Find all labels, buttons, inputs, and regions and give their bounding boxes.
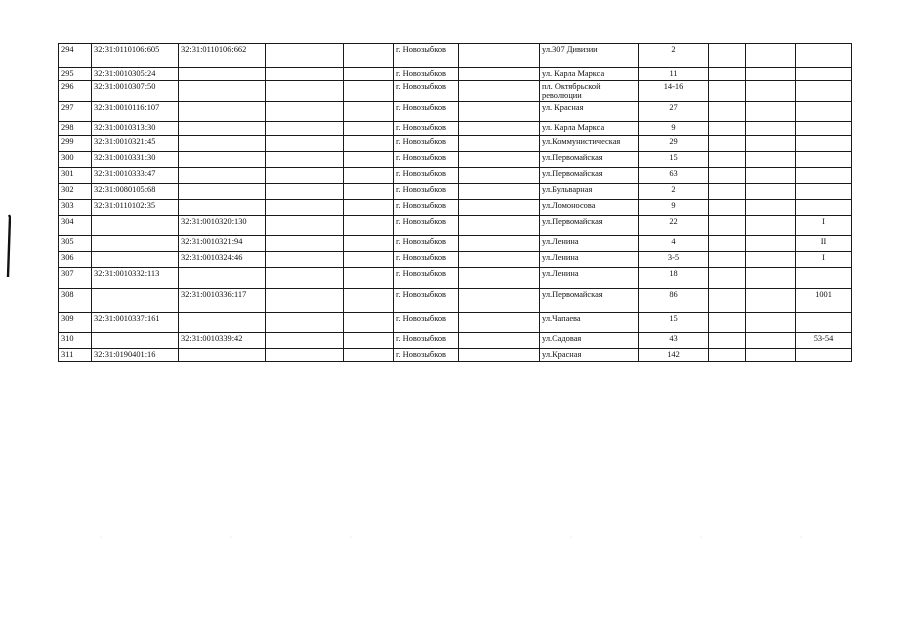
city-cell: г. Новозыбков — [394, 216, 459, 236]
house-number-cell: 27 — [639, 102, 709, 122]
street-cell: ул.Ленина — [540, 268, 639, 289]
empty-cell — [266, 200, 344, 216]
empty-cell — [344, 152, 394, 168]
premises-number-cell: 1001 — [796, 289, 852, 313]
cadastral-number-building: 32:31:0110106:605 — [92, 44, 179, 68]
premises-number-cell: I — [796, 252, 852, 268]
empty-cell — [709, 289, 746, 313]
empty-cell — [344, 216, 394, 236]
city-cell: г. Новозыбков — [394, 200, 459, 216]
empty-cell — [459, 81, 540, 102]
empty-cell — [709, 152, 746, 168]
empty-cell — [746, 333, 796, 349]
house-number-cell: 11 — [639, 68, 709, 81]
empty-cell — [344, 313, 394, 333]
empty-cell — [709, 168, 746, 184]
row-number: 303 — [59, 200, 92, 216]
empty-cell — [266, 289, 344, 313]
empty-cell — [266, 268, 344, 289]
house-number-cell: 2 — [639, 44, 709, 68]
empty-cell — [344, 289, 394, 313]
empty-cell — [266, 168, 344, 184]
empty-cell — [459, 122, 540, 136]
row-number: 294 — [59, 44, 92, 68]
house-number-cell: 43 — [639, 333, 709, 349]
row-number: 307 — [59, 268, 92, 289]
cadastral-number-premises — [179, 152, 266, 168]
city-cell: г. Новозыбков — [394, 102, 459, 122]
street-cell: ул.Первомайская — [540, 289, 639, 313]
empty-cell — [344, 268, 394, 289]
table-row — [59, 136, 852, 152]
city-cell: г. Новозыбков — [394, 268, 459, 289]
street-cell: ул.Красная — [540, 349, 639, 362]
empty-cell — [344, 122, 394, 136]
empty-cell — [266, 184, 344, 200]
table-row — [59, 44, 852, 68]
street-cell: ул.Первомайская — [540, 152, 639, 168]
empty-cell — [746, 122, 796, 136]
street-cell: ул.Чапаева — [540, 313, 639, 333]
empty-cell — [459, 252, 540, 268]
premises-number-cell — [796, 268, 852, 289]
premises-number-cell: 53-54 — [796, 333, 852, 349]
empty-cell — [746, 236, 796, 252]
cadastral-number-building: 32:31:0010321:45 — [92, 136, 179, 152]
empty-cell — [459, 44, 540, 68]
city-cell: г. Новозыбков — [394, 236, 459, 252]
cadastral-number-building: 32:31:0010331:30 — [92, 152, 179, 168]
empty-cell — [459, 333, 540, 349]
table-row — [59, 252, 852, 268]
table-row — [59, 236, 852, 252]
empty-cell — [266, 44, 344, 68]
empty-cell — [746, 289, 796, 313]
street-cell: ул.Ленина — [540, 236, 639, 252]
table-row — [59, 216, 852, 236]
city-cell: г. Новозыбков — [394, 68, 459, 81]
street-cell: ул.307 Дивизии — [540, 44, 639, 68]
row-number: 296 — [59, 81, 92, 102]
premises-number-cell — [796, 200, 852, 216]
empty-cell — [459, 313, 540, 333]
empty-cell — [709, 313, 746, 333]
cadastral-number-building: 32:31:0010305:24 — [92, 68, 179, 81]
cadastral-number-premises: 32:31:0010321:94 — [179, 236, 266, 252]
city-cell: г. Новозыбков — [394, 289, 459, 313]
empty-cell — [344, 184, 394, 200]
cadastral-number-premises — [179, 313, 266, 333]
row-number: 295 — [59, 68, 92, 81]
cadastral-number-premises — [179, 168, 266, 184]
empty-cell — [746, 152, 796, 168]
cadastral-number-building — [92, 252, 179, 268]
scanned-document-page: 294 32:31:0110106:605 32:31:0110106:662 г. Новозыбков ул.307 Дивизии 2 295 32:31:0010305:24 г. Новозыбков ул. Карла Маркса 11 296 32:31:0010307:50 г. Новозыбков пл. Октябрьской революции 14-16 297 32:31:0010116:107 г. Новозыбков ул. Красная 27 298 32:31:0010313:30 г. Новозыбков ул. Карла Маркса 9 299 32:31:0010321:45 г. Новозыбков ул.Коммунистическая 29 300 32:31:0010331:30 г. Новозыбков ул.Первомайская 15 301 32:31:0010333:47 г. Новозыбков ул.Первомайская 63 302 32:31:0080105:68 г. Новозыбков ул.Бульварная 2 303 32:31:0110102:35 г. Новозыбков ул.Ломоносова 9 304 32:31:0010320:130 г. Новозыбков ул.Первомайская 22 I 305 32:31:0010321:94 г. Новозыбков ул.Ленина 4 II 306 32:31:0010324:46 г. Новозыбков ул.Ленина 3-5 I 307 32:31:0010332:113 г. Новозыбков ул.Ленина 18 308 32:31:0010336:117 г. Новозыбков ул.Первомайская 86 1001 309 32:31:0010337:161 г. Новозыбков ул.Чапаева 15 310 32:31:0010339:42 г. Новозыбков ул.Садовая 43 53-54 311 32:31:0190401:16 г. Новозыбков ул.Красная 142 · · · · · · — [0, 0, 905, 640]
empty-cell — [709, 268, 746, 289]
city-cell: г. Новозыбков — [394, 252, 459, 268]
street-cell: пл. Октябрьской революции — [540, 81, 639, 102]
premises-number-cell — [796, 136, 852, 152]
empty-cell — [459, 349, 540, 362]
empty-cell — [344, 44, 394, 68]
table-row — [59, 122, 852, 136]
table-row — [59, 68, 852, 81]
street-cell: ул.Ломоносова — [540, 200, 639, 216]
cadastral-number-building: 32:31:0190401:16 — [92, 349, 179, 362]
empty-cell — [266, 216, 344, 236]
cadastral-number-premises: 32:31:0010339:42 — [179, 333, 266, 349]
empty-cell — [746, 349, 796, 362]
table-row — [59, 333, 852, 349]
row-number: 297 — [59, 102, 92, 122]
cadastral-number-premises: 32:31:0110106:662 — [179, 44, 266, 68]
cadastral-number-premises: 32:31:0010336:117 — [179, 289, 266, 313]
cadastral-number-premises — [179, 81, 266, 102]
premises-number-cell — [796, 349, 852, 362]
city-cell: г. Новозыбков — [394, 81, 459, 102]
empty-cell — [266, 68, 344, 81]
empty-cell — [709, 349, 746, 362]
cadastral-number-building — [92, 333, 179, 349]
empty-cell — [709, 102, 746, 122]
street-cell: ул. Карла Маркса — [540, 68, 639, 81]
city-cell: г. Новозыбков — [394, 122, 459, 136]
empty-cell — [459, 168, 540, 184]
street-cell: ул.Ленина — [540, 252, 639, 268]
premises-number-cell — [796, 102, 852, 122]
city-cell: г. Новозыбков — [394, 44, 459, 68]
cadastral-number-premises — [179, 268, 266, 289]
cadastral-number-premises: 32:31:0010320:130 — [179, 216, 266, 236]
table-row — [59, 168, 852, 184]
cadastral-number-premises — [179, 68, 266, 81]
street-cell: ул. Карла Маркса — [540, 122, 639, 136]
cadastral-number-premises — [179, 102, 266, 122]
house-number-cell: 142 — [639, 349, 709, 362]
empty-cell — [746, 268, 796, 289]
house-number-cell: 2 — [639, 184, 709, 200]
cadastral-number-premises — [179, 200, 266, 216]
table-row — [59, 81, 852, 102]
street-cell: ул.Коммунистическая — [540, 136, 639, 152]
table-row — [59, 200, 852, 216]
empty-cell — [746, 200, 796, 216]
cadastral-number-building: 32:31:0010116:107 — [92, 102, 179, 122]
empty-cell — [266, 236, 344, 252]
cadastral-number-premises — [179, 122, 266, 136]
row-number: 299 — [59, 136, 92, 152]
empty-cell — [344, 68, 394, 81]
city-cell: г. Новозыбков — [394, 333, 459, 349]
house-number-cell: 29 — [639, 136, 709, 152]
empty-cell — [709, 136, 746, 152]
house-number-cell: 3-5 — [639, 252, 709, 268]
row-number: 306 — [59, 252, 92, 268]
row-number: 300 — [59, 152, 92, 168]
premises-number-cell — [796, 44, 852, 68]
empty-cell — [344, 236, 394, 252]
row-number: 311 — [59, 349, 92, 362]
row-number: 301 — [59, 168, 92, 184]
cadastral-number-premises — [179, 184, 266, 200]
row-number: 309 — [59, 313, 92, 333]
empty-cell — [266, 122, 344, 136]
row-number: 305 — [59, 236, 92, 252]
empty-cell — [266, 152, 344, 168]
cadastral-number-premises: 32:31:0010324:46 — [179, 252, 266, 268]
house-number-cell: 9 — [639, 200, 709, 216]
empty-cell — [746, 184, 796, 200]
street-cell: ул.Бульварная — [540, 184, 639, 200]
empty-cell — [459, 184, 540, 200]
house-number-cell: 4 — [639, 236, 709, 252]
premises-number-cell — [796, 152, 852, 168]
street-cell: ул.Садовая — [540, 333, 639, 349]
premises-number-cell — [796, 313, 852, 333]
cadastral-number-building: 32:31:0010337:161 — [92, 313, 179, 333]
empty-cell — [344, 81, 394, 102]
empty-cell — [709, 81, 746, 102]
empty-cell — [709, 252, 746, 268]
empty-cell — [709, 333, 746, 349]
table-row — [59, 313, 852, 333]
cadastral-number-building — [92, 216, 179, 236]
cadastral-number-premises — [179, 136, 266, 152]
registry-table — [58, 43, 852, 362]
house-number-cell: 63 — [639, 168, 709, 184]
empty-cell — [459, 152, 540, 168]
city-cell: г. Новозыбков — [394, 168, 459, 184]
house-number-cell: 9 — [639, 122, 709, 136]
premises-number-cell: I — [796, 216, 852, 236]
row-number: 298 — [59, 122, 92, 136]
premises-number-cell — [796, 122, 852, 136]
premises-number-cell: II — [796, 236, 852, 252]
empty-cell — [746, 168, 796, 184]
premises-number-cell — [796, 184, 852, 200]
row-number: 302 — [59, 184, 92, 200]
empty-cell — [344, 333, 394, 349]
house-number-cell: 18 — [639, 268, 709, 289]
empty-cell — [344, 136, 394, 152]
empty-cell — [459, 68, 540, 81]
empty-cell — [709, 184, 746, 200]
empty-cell — [746, 252, 796, 268]
premises-number-cell — [796, 168, 852, 184]
table-row — [59, 102, 852, 122]
premises-number-cell — [796, 68, 852, 81]
empty-cell — [459, 236, 540, 252]
cadastral-number-building: 32:31:0010307:50 — [92, 81, 179, 102]
empty-cell — [266, 333, 344, 349]
registry-table-body — [59, 44, 852, 362]
empty-cell — [709, 122, 746, 136]
empty-cell — [266, 313, 344, 333]
row-number: 304 — [59, 216, 92, 236]
cadastral-number-building: 32:31:0010332:113 — [92, 268, 179, 289]
empty-cell — [709, 68, 746, 81]
table-row — [59, 349, 852, 362]
empty-cell — [746, 216, 796, 236]
city-cell: г. Новозыбков — [394, 152, 459, 168]
house-number-cell: 86 — [639, 289, 709, 313]
empty-cell — [459, 102, 540, 122]
empty-cell — [459, 136, 540, 152]
empty-cell — [344, 102, 394, 122]
empty-cell — [746, 313, 796, 333]
empty-cell — [709, 236, 746, 252]
empty-cell — [746, 81, 796, 102]
empty-cell — [266, 349, 344, 362]
cadastral-number-building: 32:31:0110102:35 — [92, 200, 179, 216]
empty-cell — [746, 44, 796, 68]
empty-cell — [709, 44, 746, 68]
city-cell: г. Новозыбков — [394, 184, 459, 200]
house-number-cell: 15 — [639, 313, 709, 333]
empty-cell — [266, 136, 344, 152]
empty-cell — [266, 252, 344, 268]
table-row — [59, 184, 852, 200]
empty-cell — [344, 200, 394, 216]
cadastral-number-building: 32:31:0010313:30 — [92, 122, 179, 136]
empty-cell — [459, 200, 540, 216]
empty-cell — [746, 68, 796, 81]
house-number-cell: 14-16 — [639, 81, 709, 102]
city-cell: г. Новозыбков — [394, 313, 459, 333]
premises-number-cell — [796, 81, 852, 102]
street-cell: ул. Красная — [540, 102, 639, 122]
empty-cell — [266, 81, 344, 102]
empty-cell — [266, 102, 344, 122]
empty-cell — [344, 349, 394, 362]
empty-cell — [344, 252, 394, 268]
empty-cell — [709, 216, 746, 236]
empty-cell — [459, 216, 540, 236]
empty-cell — [746, 136, 796, 152]
city-cell: г. Новозыбков — [394, 349, 459, 362]
cadastral-number-building: 32:31:0080105:68 — [92, 184, 179, 200]
street-cell: ул.Первомайская — [540, 168, 639, 184]
house-number-cell: 22 — [639, 216, 709, 236]
cadastral-number-building — [92, 289, 179, 313]
cadastral-number-building — [92, 236, 179, 252]
scan-margin-mark — [5, 214, 11, 278]
row-number: 310 — [59, 333, 92, 349]
table-row — [59, 289, 852, 313]
cadastral-number-premises — [179, 349, 266, 362]
row-number: 308 — [59, 289, 92, 313]
empty-cell — [746, 102, 796, 122]
empty-cell — [459, 289, 540, 313]
house-number-cell: 15 — [639, 152, 709, 168]
table-row — [59, 268, 852, 289]
cadastral-number-building: 32:31:0010333:47 — [92, 168, 179, 184]
empty-cell — [344, 168, 394, 184]
city-cell: г. Новозыбков — [394, 136, 459, 152]
table-row — [59, 152, 852, 168]
empty-cell — [709, 200, 746, 216]
street-cell: ул.Первомайская — [540, 216, 639, 236]
empty-cell — [459, 268, 540, 289]
